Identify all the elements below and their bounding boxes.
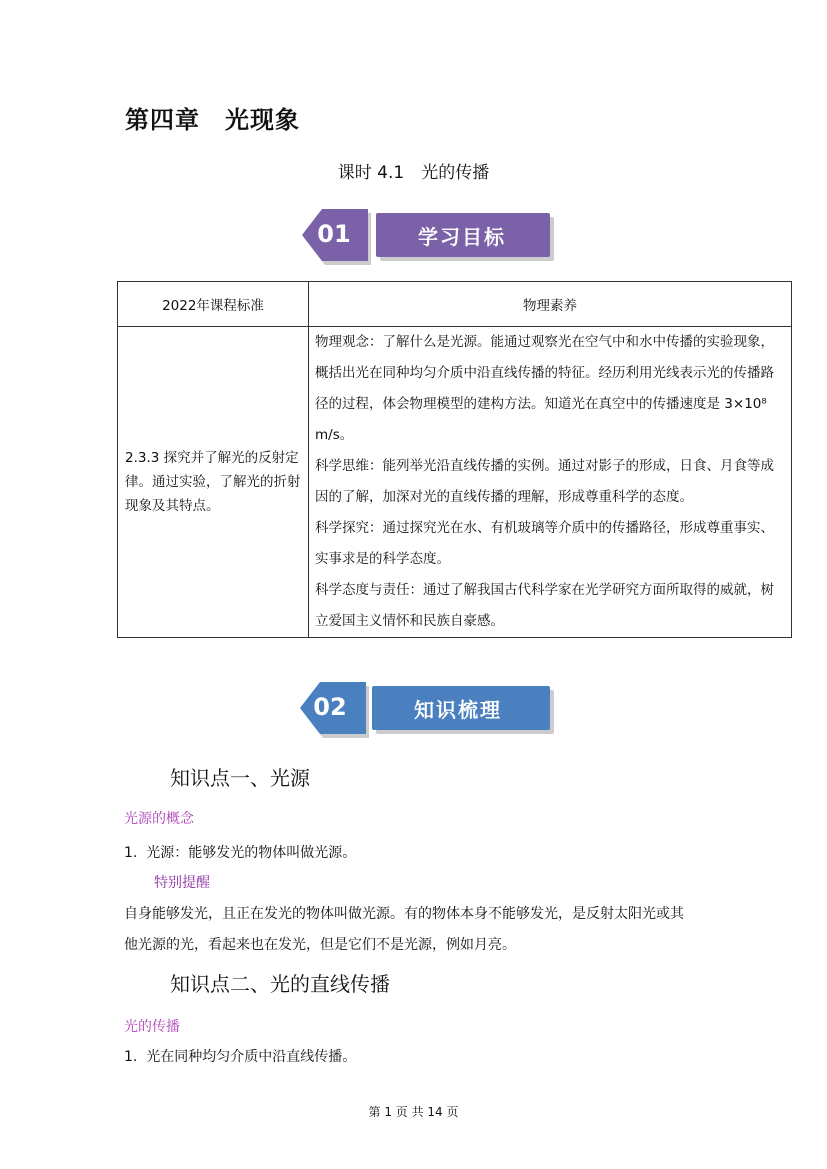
page-footer: 第 1 页 共 14 页 <box>368 1105 459 1119</box>
section-light-source-concept: 光源的概念 <box>124 811 194 827</box>
section-banner-knowledge-review <box>296 676 556 744</box>
standard-cell: 2.3.3 探究并了解光的反射定律。通过实验，了解光的折射现象及其特点。 <box>118 327 309 638</box>
section-light-propagation: 光的传播 <box>124 1019 180 1035</box>
chapter-title: 第四章 光现象 <box>125 105 300 134</box>
literacy-attitude: 科学态度与责任：通过了解我国古代科学家在光学研究方面所取得的威就，树立爱国主义情怀和民族自豪感。 <box>315 582 774 629</box>
banner-label: 知识梳理 <box>414 698 502 722</box>
tip-line-1: 自身能够发光，且正在发光的物体叫做光源。有的物体本身不能够发光，是反射太阳光或其 <box>124 906 684 922</box>
kp1-item-1: 1. 光源：能够发光的物体叫做光源。 <box>124 845 357 861</box>
section-banner-learning-goals <box>296 203 556 271</box>
literacy-inquiry: 科学探究：通过探究光在水、有机玻璃等介质中的传播路径，形成尊重事实、实事求是的科学态度。 <box>315 520 774 567</box>
knowledge-point-2-title: 知识点二、光的直线传播 <box>170 972 390 996</box>
banner-label: 学习目标 <box>418 225 506 249</box>
lesson-title: 课时 4.1 光的传播 <box>337 163 490 183</box>
knowledge-point-1-title: 知识点一、光源 <box>170 766 310 790</box>
literacy-cell <box>309 327 792 638</box>
banner-number: 02 <box>313 693 347 721</box>
literacy-thinking: 科学思维：能列举光沿直线传播的实例。通过对影子的形成，日食、月食等成因的了解，加深对光的直线传播的理解，形成尊重科学的态度。 <box>315 458 774 505</box>
header-standard: 2022年课程标准 <box>118 282 309 327</box>
learning-goals-table <box>117 281 792 638</box>
banner-number: 01 <box>317 220 351 248</box>
header-literacy: 物理素养 <box>309 282 792 327</box>
literacy-concept: 物理观念：了解什么是光源。能通过观察光在空气中和水中传播的实验现象，概括出光在同种均匀介质中沿直线传播的特征。经历利用光线表示光的传播路径的过程，体会物理模型的建构方法。知道光在真空中的传播速度是 3×10⁸ m/s。 <box>315 334 774 443</box>
tip-label: 特别提醒 <box>154 875 210 891</box>
tip-line-2: 他光源的光，看起来也在发光，但是它们不是光源，例如月亮。 <box>124 937 516 953</box>
kp2-item-1: 1. 光在同种均匀介质中沿直线传播。 <box>124 1049 357 1065</box>
